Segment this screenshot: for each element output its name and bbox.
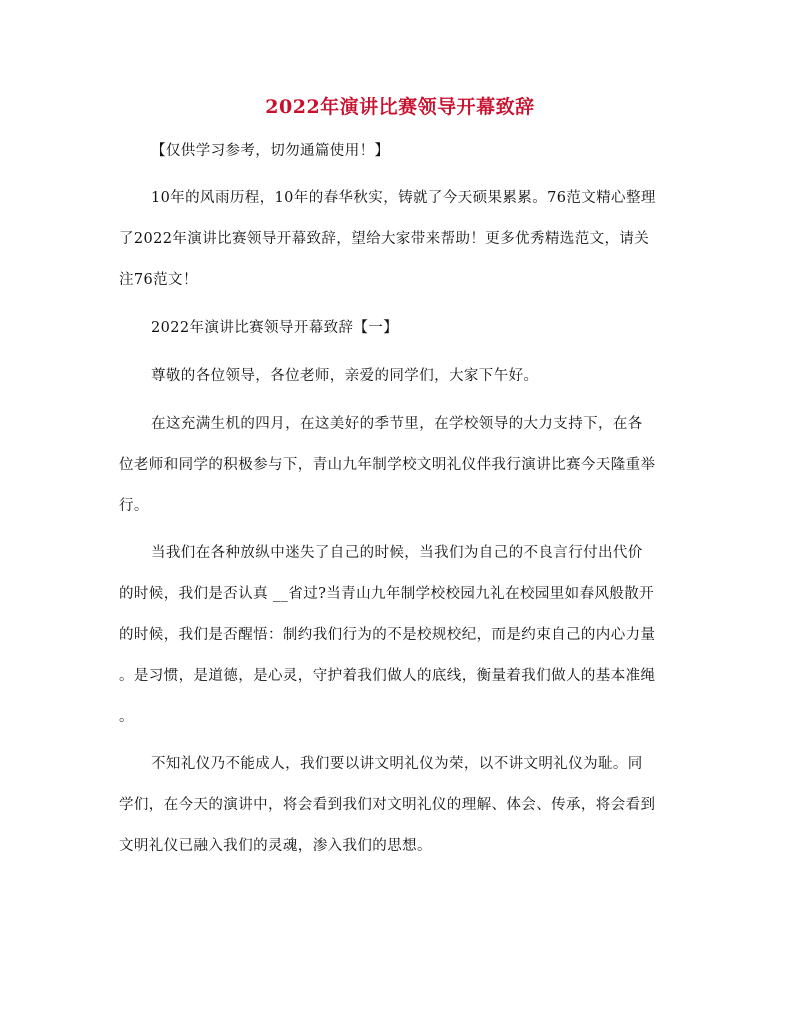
paragraph-1-line-2: 位老师和同学的积极参与下，青山九年制学校文明礼仪伴我行演讲比赛今天隆重举 — [119, 457, 656, 473]
paragraph-2-line-5: 。 — [119, 709, 134, 725]
intro-line-2: 了2022年演讲比赛领导开幕致辞，望给大家带来帮助！更多优秀精选范文，请关 — [119, 231, 650, 247]
paragraph-2-line-4: 。是习惯，是道德，是心灵，守护着我们做人的底线，衡量着我们做人的基本准绳 — [119, 668, 656, 684]
paragraph-2-line-2: 的时候，我们是否认真 __省过?当青山九年制学校校园九礼在校园里如春风般散开 — [119, 586, 655, 602]
greeting-text: 尊敬的各位领导，各位老师，亲爱的同学们，大家下午好。 — [151, 368, 539, 384]
paragraph-1-line-3: 行。 — [119, 498, 149, 514]
paragraph-3-line-3: 文明礼仪已融入我们的灵魂，渗入我们的思想。 — [119, 838, 432, 854]
paragraph-3-line-2: 学们，在今天的演讲中，将会看到我们对文明礼仪的理解、体会、传承，将会看到 — [119, 797, 656, 813]
paragraph-3-line-1: 不知礼仪乃不能成人，我们要以讲文明礼仪为荣，以不讲文明礼仪为耻。同 — [151, 756, 643, 772]
notice-text: 【仅供学习参考，切勿通篇使用！】 — [151, 143, 390, 159]
intro-line-1: 10年的风雨历程，10年的春华秋实，铸就了今天硕果累累。76范文精心整理 — [151, 190, 656, 206]
intro-line-3: 注76范文！ — [119, 272, 198, 288]
document-title: 2022年演讲比赛领导开幕致辞 — [265, 96, 535, 118]
paragraph-2-line-1: 当我们在各种放纵中迷失了自己的时候，当我们为自己的不良言行付出代价 — [151, 545, 643, 561]
paragraph-2-line-3: 的时候，我们是否醒悟：制约我们行为的不是校规校纪，而是约束自己的内心力量 — [119, 627, 656, 643]
paragraph-1-line-1: 在这充满生机的四月，在这美好的季节里，在学校领导的大力支持下，在各 — [151, 416, 643, 432]
section-heading: 2022年演讲比赛领导开幕致辞【一】 — [151, 320, 399, 336]
